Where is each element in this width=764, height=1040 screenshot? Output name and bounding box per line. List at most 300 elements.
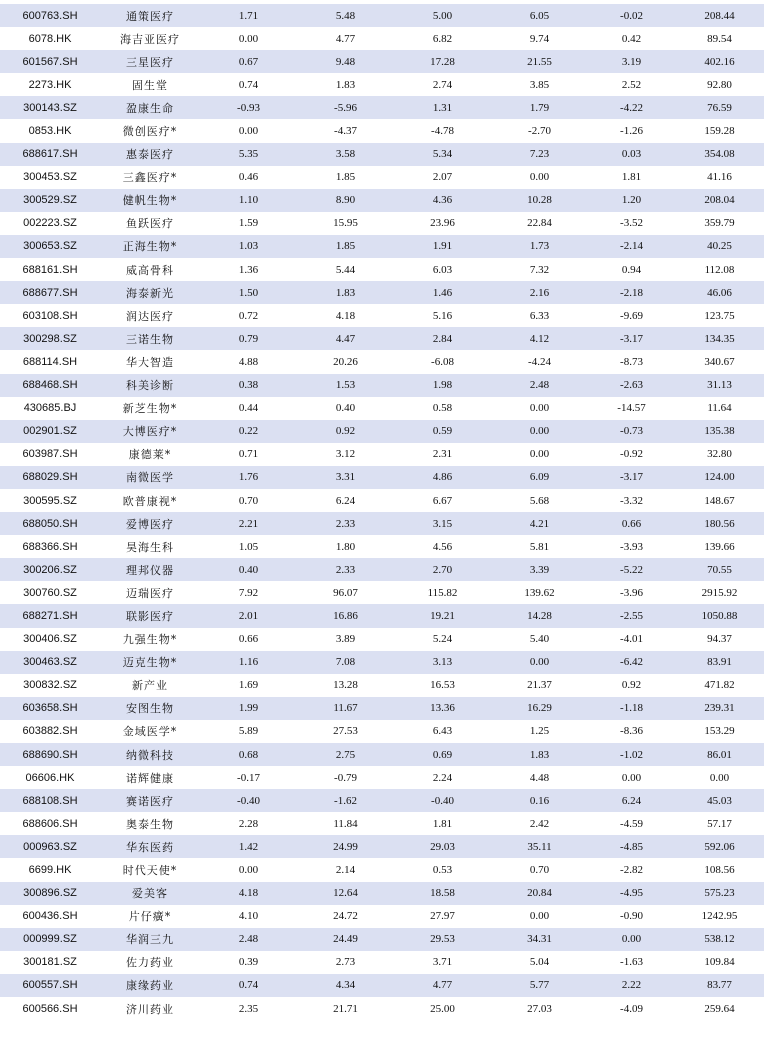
table-row: [0, 281, 764, 304]
stock-code-cell: 300896.SZ: [0, 882, 100, 905]
company-name-cell: 三星医疗: [100, 50, 200, 73]
metric-5-cell: 0.00: [588, 766, 675, 789]
metric-4-cell: 20.84: [491, 882, 588, 905]
metric-1-cell: 1.05: [200, 535, 297, 558]
table-row: [0, 443, 764, 466]
metric-1-cell: 1.99: [200, 697, 297, 720]
metric-6-cell: 32.80: [675, 443, 764, 466]
metric-4-cell: 9.74: [491, 27, 588, 50]
metric-4-cell: 5.40: [491, 628, 588, 651]
metric-1-cell: 0.00: [200, 27, 297, 50]
metric-5-cell: -9.69: [588, 304, 675, 327]
metric-6-cell: 112.08: [675, 258, 764, 281]
metric-3-cell: 23.96: [394, 212, 491, 235]
metric-6-cell: 109.84: [675, 951, 764, 974]
metric-5-cell: 1.20: [588, 189, 675, 212]
metric-3-cell: 5.16: [394, 304, 491, 327]
company-name-cell: 佐力药业: [100, 951, 200, 974]
table-row: [0, 350, 764, 373]
metric-4-cell: 34.31: [491, 928, 588, 951]
metric-6-cell: 94.37: [675, 628, 764, 651]
metric-1-cell: 0.66: [200, 628, 297, 651]
metric-2-cell: 24.49: [297, 928, 394, 951]
stock-code-cell: 6699.HK: [0, 858, 100, 881]
metric-2-cell: 3.12: [297, 443, 394, 466]
metric-2-cell: 4.18: [297, 304, 394, 327]
metric-3-cell: 2.24: [394, 766, 491, 789]
stock-code-cell: 300453.SZ: [0, 166, 100, 189]
metric-4-cell: 0.70: [491, 858, 588, 881]
metric-5-cell: -3.96: [588, 581, 675, 604]
metric-5-cell: -8.36: [588, 720, 675, 743]
metric-2-cell: 3.89: [297, 628, 394, 651]
company-name-cell: 新芝生物*: [100, 397, 200, 420]
stock-code-cell: 601567.SH: [0, 50, 100, 73]
metric-5-cell: 6.24: [588, 789, 675, 812]
metric-6-cell: 239.31: [675, 697, 764, 720]
metric-6-cell: 83.91: [675, 651, 764, 674]
metric-6-cell: 76.59: [675, 96, 764, 119]
metric-3-cell: 2.74: [394, 73, 491, 96]
stock-code-cell: 300406.SZ: [0, 628, 100, 651]
metric-3-cell: 17.28: [394, 50, 491, 73]
company-name-cell: 时代天使*: [100, 858, 200, 881]
metric-2-cell: 24.72: [297, 905, 394, 928]
stock-code-cell: 600763.SH: [0, 4, 100, 27]
metric-1-cell: 0.38: [200, 374, 297, 397]
metric-4-cell: 16.29: [491, 697, 588, 720]
metric-4-cell: 14.28: [491, 604, 588, 627]
metric-6-cell: 89.54: [675, 27, 764, 50]
table-row: [0, 374, 764, 397]
metric-2-cell: 1.80: [297, 535, 394, 558]
metric-1-cell: 0.79: [200, 327, 297, 350]
table-row: [0, 604, 764, 627]
metric-1-cell: 1.16: [200, 651, 297, 674]
metric-6-cell: 139.66: [675, 535, 764, 558]
stock-code-cell: 6078.HK: [0, 27, 100, 50]
metric-1-cell: 0.40: [200, 558, 297, 581]
metric-3-cell: 6.03: [394, 258, 491, 281]
metric-5-cell: -2.18: [588, 281, 675, 304]
metric-4-cell: 5.77: [491, 974, 588, 997]
company-name-cell: 片仔癀*: [100, 905, 200, 928]
metric-5-cell: -4.59: [588, 812, 675, 835]
company-name-cell: 爱美客: [100, 882, 200, 905]
company-name-cell: 海吉亚医疗: [100, 27, 200, 50]
metric-3-cell: 5.24: [394, 628, 491, 651]
stock-code-cell: 600557.SH: [0, 974, 100, 997]
stock-code-cell: 600436.SH: [0, 905, 100, 928]
metric-1-cell: 2.28: [200, 812, 297, 835]
metric-1-cell: -0.17: [200, 766, 297, 789]
metric-3-cell: 0.69: [394, 743, 491, 766]
metric-4-cell: 4.48: [491, 766, 588, 789]
stock-code-cell: 688108.SH: [0, 789, 100, 812]
metric-6-cell: 259.64: [675, 997, 764, 1020]
table-row: [0, 212, 764, 235]
company-name-cell: 通策医疗: [100, 4, 200, 27]
stock-code-cell: 603108.SH: [0, 304, 100, 327]
stock-code-cell: 600566.SH: [0, 997, 100, 1020]
stock-code-cell: 300298.SZ: [0, 327, 100, 350]
company-name-cell: 盈康生命: [100, 96, 200, 119]
metric-1-cell: 2.01: [200, 604, 297, 627]
company-name-cell: 华大智造: [100, 350, 200, 373]
stock-code-cell: 688677.SH: [0, 281, 100, 304]
metric-3-cell: 5.00: [394, 4, 491, 27]
table-row: [0, 905, 764, 928]
stock-code-cell: 300760.SZ: [0, 581, 100, 604]
table-row: [0, 928, 764, 951]
metric-4-cell: 4.21: [491, 512, 588, 535]
metric-3-cell: 4.56: [394, 535, 491, 558]
table-row: [0, 50, 764, 73]
metric-6-cell: 354.08: [675, 143, 764, 166]
metric-4-cell: 0.00: [491, 397, 588, 420]
metric-2-cell: 5.48: [297, 4, 394, 27]
table-row: [0, 743, 764, 766]
stock-code-cell: 000963.SZ: [0, 835, 100, 858]
metric-1-cell: 5.89: [200, 720, 297, 743]
metric-5-cell: -3.17: [588, 327, 675, 350]
metric-1-cell: -0.93: [200, 96, 297, 119]
metric-6-cell: 2915.92: [675, 581, 764, 604]
company-name-cell: 纳微科技: [100, 743, 200, 766]
company-name-cell: 大博医疗*: [100, 420, 200, 443]
metric-2-cell: 24.99: [297, 835, 394, 858]
metric-2-cell: 5.44: [297, 258, 394, 281]
metric-6-cell: 359.79: [675, 212, 764, 235]
metric-2-cell: 1.53: [297, 374, 394, 397]
metric-4-cell: 21.55: [491, 50, 588, 73]
table-row: [0, 166, 764, 189]
metric-5-cell: -3.93: [588, 535, 675, 558]
metric-6-cell: 340.67: [675, 350, 764, 373]
metric-5-cell: 0.00: [588, 928, 675, 951]
metric-1-cell: 0.74: [200, 73, 297, 96]
metric-1-cell: 2.35: [200, 997, 297, 1020]
table-row: [0, 835, 764, 858]
metric-6-cell: 402.16: [675, 50, 764, 73]
metric-3-cell: 5.34: [394, 143, 491, 166]
metric-2-cell: 3.58: [297, 143, 394, 166]
metric-4-cell: 1.25: [491, 720, 588, 743]
metric-3-cell: 1.31: [394, 96, 491, 119]
metric-3-cell: -4.78: [394, 119, 491, 142]
metric-3-cell: 4.77: [394, 974, 491, 997]
metric-5-cell: -4.09: [588, 997, 675, 1020]
metric-3-cell: 1.81: [394, 812, 491, 835]
metric-4-cell: 1.73: [491, 235, 588, 258]
table-row: [0, 674, 764, 697]
metric-6-cell: 134.35: [675, 327, 764, 350]
stock-code-cell: 300143.SZ: [0, 96, 100, 119]
metric-3-cell: 2.07: [394, 166, 491, 189]
metric-5-cell: -4.22: [588, 96, 675, 119]
company-name-cell: 联影医疗: [100, 604, 200, 627]
table-row: [0, 766, 764, 789]
metric-6-cell: 41.16: [675, 166, 764, 189]
metric-2-cell: 7.08: [297, 651, 394, 674]
metric-2-cell: 1.85: [297, 235, 394, 258]
stock-code-cell: 002901.SZ: [0, 420, 100, 443]
metric-2-cell: 4.47: [297, 327, 394, 350]
metric-2-cell: -1.62: [297, 789, 394, 812]
metric-1-cell: 0.67: [200, 50, 297, 73]
stock-code-cell: 688606.SH: [0, 812, 100, 835]
metric-4-cell: 5.68: [491, 489, 588, 512]
metric-2-cell: 11.84: [297, 812, 394, 835]
metric-6-cell: 180.56: [675, 512, 764, 535]
metric-3-cell: -0.40: [394, 789, 491, 812]
table-row: [0, 697, 764, 720]
metric-1-cell: 1.42: [200, 835, 297, 858]
metric-1-cell: 1.36: [200, 258, 297, 281]
metric-5-cell: -2.55: [588, 604, 675, 627]
table-row: [0, 235, 764, 258]
metric-6-cell: 11.64: [675, 397, 764, 420]
metric-3-cell: 3.71: [394, 951, 491, 974]
metric-4-cell: 4.12: [491, 327, 588, 350]
metric-5-cell: 2.52: [588, 73, 675, 96]
table-row: [0, 397, 764, 420]
metric-6-cell: 108.56: [675, 858, 764, 881]
metric-5-cell: -0.73: [588, 420, 675, 443]
metric-3-cell: 6.43: [394, 720, 491, 743]
company-name-cell: 昊海生科: [100, 535, 200, 558]
metric-1-cell: 1.71: [200, 4, 297, 27]
metric-6-cell: 135.38: [675, 420, 764, 443]
metric-2-cell: 6.24: [297, 489, 394, 512]
metric-6-cell: 57.17: [675, 812, 764, 835]
metric-4-cell: 0.16: [491, 789, 588, 812]
metric-3-cell: 1.98: [394, 374, 491, 397]
metric-3-cell: 3.13: [394, 651, 491, 674]
metric-3-cell: 29.03: [394, 835, 491, 858]
metric-3-cell: 16.53: [394, 674, 491, 697]
metric-1-cell: 0.68: [200, 743, 297, 766]
metric-5-cell: -1.02: [588, 743, 675, 766]
stock-code-cell: 603658.SH: [0, 697, 100, 720]
metric-6-cell: 0.00: [675, 766, 764, 789]
metric-5-cell: -1.26: [588, 119, 675, 142]
metric-2-cell: 4.34: [297, 974, 394, 997]
metric-6-cell: 83.77: [675, 974, 764, 997]
metric-5-cell: 0.03: [588, 143, 675, 166]
metric-4-cell: 22.84: [491, 212, 588, 235]
stock-code-cell: 688114.SH: [0, 350, 100, 373]
metric-1-cell: 1.03: [200, 235, 297, 258]
metric-5-cell: 0.92: [588, 674, 675, 697]
metric-3-cell: 1.46: [394, 281, 491, 304]
stock-code-cell: 300653.SZ: [0, 235, 100, 258]
table-row: [0, 304, 764, 327]
company-name-cell: 科美诊断: [100, 374, 200, 397]
table-row: [0, 858, 764, 881]
company-name-cell: 三鑫医疗*: [100, 166, 200, 189]
metric-1-cell: 0.44: [200, 397, 297, 420]
metric-6-cell: 31.13: [675, 374, 764, 397]
metric-6-cell: 123.75: [675, 304, 764, 327]
metric-5-cell: 0.66: [588, 512, 675, 535]
metric-4-cell: 2.42: [491, 812, 588, 835]
metric-6-cell: 538.12: [675, 928, 764, 951]
company-name-cell: 奥泰生物: [100, 812, 200, 835]
stock-code-cell: 0853.HK: [0, 119, 100, 142]
metric-5-cell: -2.63: [588, 374, 675, 397]
company-name-cell: 三诺生物: [100, 327, 200, 350]
stock-code-cell: 300595.SZ: [0, 489, 100, 512]
company-name-cell: 爱博医疗: [100, 512, 200, 535]
metric-1-cell: 7.92: [200, 581, 297, 604]
table-row: [0, 882, 764, 905]
company-name-cell: 健帆生物*: [100, 189, 200, 212]
metric-6-cell: 148.67: [675, 489, 764, 512]
metric-6-cell: 208.04: [675, 189, 764, 212]
metric-3-cell: 3.15: [394, 512, 491, 535]
metric-5-cell: 1.81: [588, 166, 675, 189]
metric-6-cell: 40.25: [675, 235, 764, 258]
stock-code-cell: 300181.SZ: [0, 951, 100, 974]
metric-6-cell: 153.29: [675, 720, 764, 743]
stock-code-cell: 688468.SH: [0, 374, 100, 397]
stock-code-cell: 000999.SZ: [0, 928, 100, 951]
metric-1-cell: 0.00: [200, 119, 297, 142]
metric-5-cell: -2.82: [588, 858, 675, 881]
company-name-cell: 康缘药业: [100, 974, 200, 997]
metric-3-cell: 0.58: [394, 397, 491, 420]
metric-2-cell: 2.75: [297, 743, 394, 766]
metric-1-cell: 5.35: [200, 143, 297, 166]
metric-3-cell: 25.00: [394, 997, 491, 1020]
metric-1-cell: 0.00: [200, 858, 297, 881]
metric-2-cell: 8.90: [297, 189, 394, 212]
company-name-cell: 惠泰医疗: [100, 143, 200, 166]
metric-5-cell: -6.42: [588, 651, 675, 674]
metric-5-cell: -2.14: [588, 235, 675, 258]
metric-6-cell: 45.03: [675, 789, 764, 812]
metric-5-cell: 0.94: [588, 258, 675, 281]
company-name-cell: 海泰新光: [100, 281, 200, 304]
metric-3-cell: 18.58: [394, 882, 491, 905]
metric-1-cell: 1.10: [200, 189, 297, 212]
table-row: [0, 512, 764, 535]
metric-5-cell: -4.85: [588, 835, 675, 858]
stock-code-cell: 688161.SH: [0, 258, 100, 281]
table-row: [0, 189, 764, 212]
stock-code-cell: 688617.SH: [0, 143, 100, 166]
table-row: [0, 73, 764, 96]
stock-code-cell: 603882.SH: [0, 720, 100, 743]
metric-2-cell: 3.31: [297, 466, 394, 489]
metric-5-cell: 3.19: [588, 50, 675, 73]
metric-2-cell: 21.71: [297, 997, 394, 1020]
company-name-cell: 欧普康视*: [100, 489, 200, 512]
metric-3-cell: 13.36: [394, 697, 491, 720]
metric-6-cell: 92.80: [675, 73, 764, 96]
metric-2-cell: 2.33: [297, 558, 394, 581]
metric-4-cell: 10.28: [491, 189, 588, 212]
metric-6-cell: 471.82: [675, 674, 764, 697]
table-row: [0, 489, 764, 512]
metric-2-cell: 2.14: [297, 858, 394, 881]
metric-4-cell: 2.48: [491, 374, 588, 397]
table-row: [0, 4, 764, 27]
metric-4-cell: 1.79: [491, 96, 588, 119]
company-name-cell: 华东医药: [100, 835, 200, 858]
metric-6-cell: 1050.88: [675, 604, 764, 627]
metric-6-cell: 86.01: [675, 743, 764, 766]
metric-4-cell: 6.09: [491, 466, 588, 489]
company-name-cell: 微创医疗*: [100, 119, 200, 142]
metric-3-cell: 19.21: [394, 604, 491, 627]
stock-code-cell: 300529.SZ: [0, 189, 100, 212]
metric-1-cell: 0.46: [200, 166, 297, 189]
table-row: [0, 119, 764, 142]
metric-1-cell: 0.70: [200, 489, 297, 512]
metric-3-cell: 0.53: [394, 858, 491, 881]
metric-4-cell: 2.16: [491, 281, 588, 304]
company-name-cell: 华润三九: [100, 928, 200, 951]
metric-2-cell: 4.77: [297, 27, 394, 50]
stock-code-cell: 688271.SH: [0, 604, 100, 627]
table-row: [0, 420, 764, 443]
company-name-cell: 鱼跃医疗: [100, 212, 200, 235]
metric-5-cell: -0.02: [588, 4, 675, 27]
metric-4-cell: 1.83: [491, 743, 588, 766]
metric-6-cell: 159.28: [675, 119, 764, 142]
metric-1-cell: 4.88: [200, 350, 297, 373]
metric-2-cell: 0.40: [297, 397, 394, 420]
stock-code-cell: 002223.SZ: [0, 212, 100, 235]
metric-6-cell: 46.06: [675, 281, 764, 304]
metric-1-cell: 1.59: [200, 212, 297, 235]
metric-2-cell: -5.96: [297, 96, 394, 119]
metric-5-cell: -3.52: [588, 212, 675, 235]
metric-1-cell: 0.74: [200, 974, 297, 997]
metric-2-cell: 2.33: [297, 512, 394, 535]
table-body: [0, 4, 764, 1020]
metric-2-cell: 9.48: [297, 50, 394, 73]
metric-4-cell: 0.00: [491, 443, 588, 466]
metric-1-cell: 0.39: [200, 951, 297, 974]
metric-3-cell: 1.91: [394, 235, 491, 258]
metric-2-cell: 20.26: [297, 350, 394, 373]
metric-2-cell: -4.37: [297, 119, 394, 142]
company-name-cell: 诺辉健康: [100, 766, 200, 789]
metric-6-cell: 592.06: [675, 835, 764, 858]
metric-2-cell: 27.53: [297, 720, 394, 743]
metric-1-cell: 4.10: [200, 905, 297, 928]
metric-4-cell: -4.24: [491, 350, 588, 373]
metric-1-cell: -0.40: [200, 789, 297, 812]
company-name-cell: 新产业: [100, 674, 200, 697]
metric-2-cell: 2.73: [297, 951, 394, 974]
metric-2-cell: 1.85: [297, 166, 394, 189]
metric-2-cell: 1.83: [297, 281, 394, 304]
table-row: [0, 558, 764, 581]
metric-3-cell: 2.70: [394, 558, 491, 581]
metric-6-cell: 1242.95: [675, 905, 764, 928]
metric-5-cell: -1.18: [588, 697, 675, 720]
metric-3-cell: 4.36: [394, 189, 491, 212]
metric-6-cell: 124.00: [675, 466, 764, 489]
table-row: [0, 258, 764, 281]
metric-2-cell: -0.79: [297, 766, 394, 789]
metric-2-cell: 15.95: [297, 212, 394, 235]
metric-4-cell: 0.00: [491, 905, 588, 928]
